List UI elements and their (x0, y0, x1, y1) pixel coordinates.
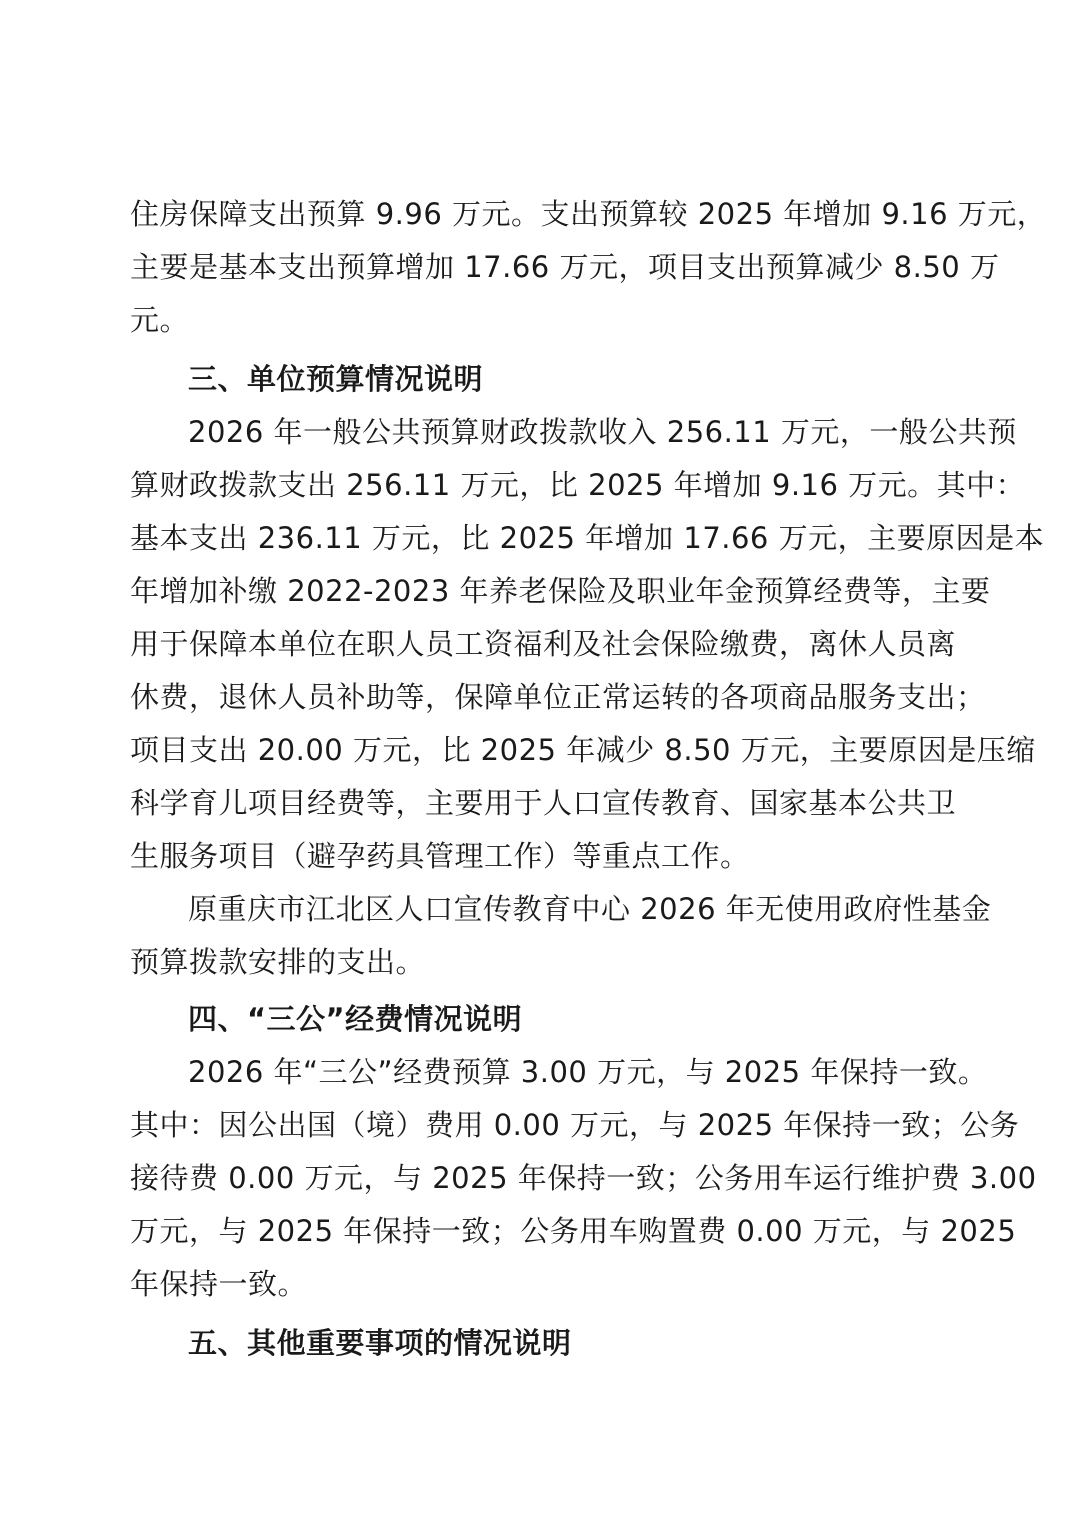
text-line: 年增加补缴 2022-2023 年养老保险及职业年金预算经费等，主要 (130, 574, 991, 608)
text-line: 主要是基本支出预算增加 17.66 万元，项目支出预算减少 8.50 万 (130, 250, 1000, 284)
section-heading-three-public: 四、“三公”经费情况说明 (188, 1002, 523, 1036)
text-line: 原重庆市江北区人口宣传教育中心 2026 年无使用政府性基金 (188, 892, 992, 926)
text-line: 年保持一致。 (130, 1267, 308, 1301)
text-line: 生服务项目（避孕药具管理工作）等重点工作。 (130, 839, 750, 873)
paragraph-housing-expenditure (130, 188, 1047, 347)
paragraph-government-fund (130, 883, 992, 989)
text-line: 科学育儿项目经费等，主要用于人口宣传教育、国家基本公共卫 (130, 786, 957, 820)
paragraph-unit-budget (130, 406, 1045, 883)
text-line: 其中：因公出国（境）费用 0.00 万元，与 2025 年保持一致；公务 (130, 1108, 1020, 1142)
text-line: 接待费 0.00 万元，与 2025 年保持一致；公务用车运行维护费 3.00 (130, 1161, 1037, 1195)
text-line: 休费，退休人员补助等，保障单位正常运转的各项商品服务支出； (130, 680, 986, 714)
text-line: 算财政拨款支出 256.11 万元，比 2025 年增加 9.16 万元。其中： (130, 468, 1026, 502)
text-line: 2026 年一般公共预算财政拨款收入 256.11 万元，一般公共预 (188, 415, 1017, 449)
text-line: 住房保障支出预算 9.96 万元。支出预算较 2025 年增加 9.16 万元， (130, 197, 1047, 231)
text-line: 项目支出 20.00 万元，比 2025 年减少 8.50 万元，主要原因是压缩 (130, 733, 1036, 767)
text-line: 2026 年“三公”经费预算 3.00 万元，与 2025 年保持一致。 (188, 1055, 988, 1089)
text-line: 元。 (130, 303, 190, 337)
text-line: 用于保障本单位在职人员工资福利及社会保险缴费，离休人员离 (130, 627, 957, 661)
section-heading-other-matters: 五、其他重要事项的情况说明 (188, 1326, 572, 1360)
text-line: 万元，与 2025 年保持一致；公务用车购置费 0.00 万元，与 2025 (130, 1214, 1017, 1248)
paragraph-three-public-expenses (130, 1046, 1037, 1311)
section-heading-unit-budget: 三、单位预算情况说明 (188, 362, 484, 396)
text-line: 预算拨款安排的支出。 (130, 945, 426, 979)
text-line: 基本支出 236.11 万元，比 2025 年增加 17.66 万元，主要原因是本 (130, 521, 1045, 555)
document-body (130, 188, 1047, 1370)
